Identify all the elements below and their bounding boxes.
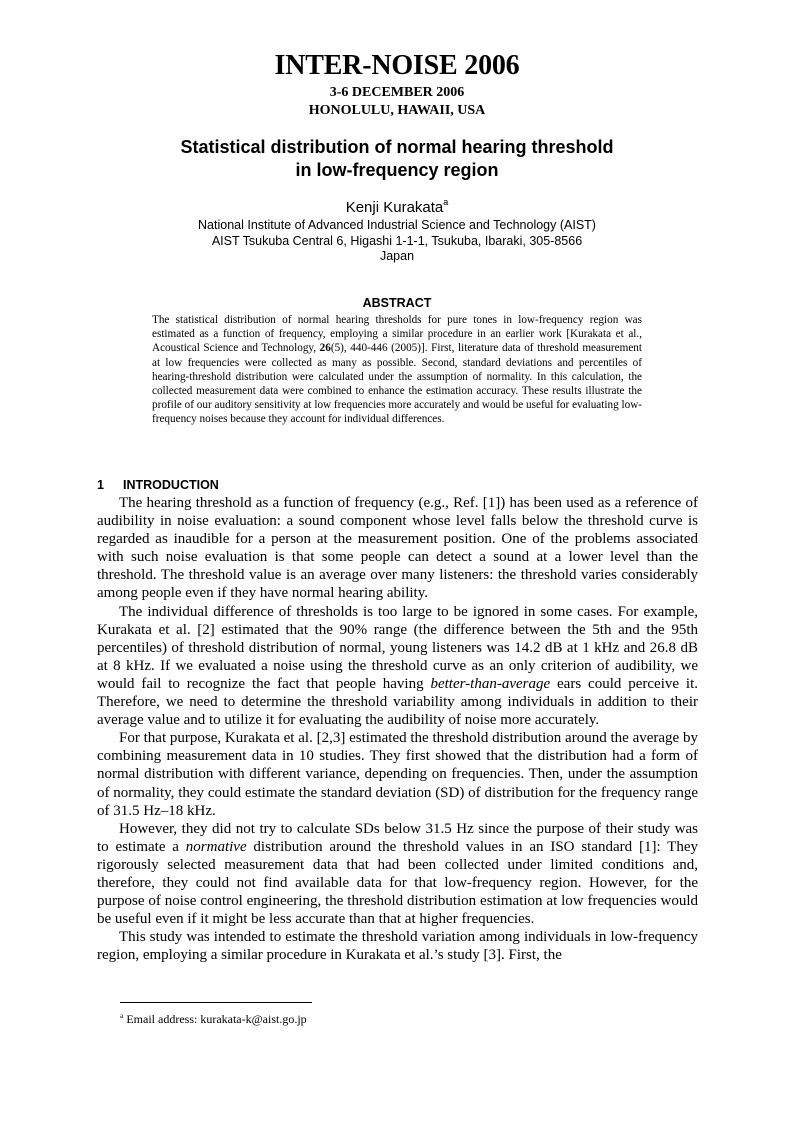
paragraph-2-part-1: The individual difference of thresholds is too large to be ignored in some cases. For example, Kurakata et al. [2] estimated that the 90% range (the difference between the 5th and the 95th percentiles) of threshold distribution of normal, young listeners was 14.2 dB at 1 kHz and 26.8 dB at 8 kHz. If we evaluated a noise using the threshold curve as an only criterion of audibility, we would fail to recognize the fact that people having: [97, 603, 698, 692]
abstract-text-part-1: The statistical distribution of normal hearing thresholds for pure tones in low-frequency region was estimated as a function of frequency, employing a similar procedure in an earlier work [Kurakata et al., Acoustical Science and Technology,: [152, 314, 642, 355]
paragraph-1: The hearing threshold as a function of frequency (e.g., Ref. [1]) has been used as a reference of audibility in noise evaluation: a sound component whose level falls below the threshold curve is regarded as inaudible for a person at the measurement position. One of the problems associated with such noise evaluation is that some people can detect a sound at a lower level than the threshold. The threshold value is an average over many listeners: the threshold varies considerably among people even if they have normal hearing ability.: [97, 495, 698, 602]
paragraph-4: [97, 820, 698, 929]
paper-title-line-1: Statistical distribution of normal hearing threshold: [180, 137, 614, 157]
conference-dates: 3-6 DECEMBER 2006: [329, 85, 465, 100]
introduction-body: [97, 494, 698, 964]
section-title: INTRODUCTION: [123, 478, 219, 492]
footnote: [120, 1012, 307, 1027]
emphasis-normative: normative: [185, 838, 247, 855]
footnote-rule: [120, 1002, 312, 1003]
paragraph-3: For that purpose, Kurakata et al. [2,3] estimated the threshold distribution around the average by combining measurement data in 10 studies. They first showed that the distribution had a form of normal distribution with different variance, depending on frequencies. Then, under the assumption of normality, they could estimate the standard deviation (SD) of distribution for the frequency range of 31.5 Hz–18 kHz.: [97, 730, 698, 819]
affiliation: [0, 218, 794, 265]
paper-title-line-2: in low-frequency region: [295, 160, 499, 180]
section-heading: [97, 478, 219, 492]
affiliation-line-2: AIST Tsukuba Central 6, Higashi 1-1-1, Tsukuba, Ibaraki, 305-8566: [211, 233, 583, 248]
paragraph-5: This study was intended to estimate the threshold variation among individuals in low-frequency region, employing a similar procedure in Kurakata et al.’s study [3]. First, the: [97, 929, 698, 964]
paragraph-2: [97, 603, 698, 730]
abstract-volume: 26: [319, 342, 331, 355]
abstract-text-part-2: (5), 440-446 (2005)]. First, literature data of threshold measurement at low frequencies were collected as many as possible. Second, standard deviations and percentiles of hearing-threshold distribution were calculated under the assumption of normality. In this calculation, the collected measurement data were combined to enhance the estimation accuracy. These results illustrate the profile of our auditory sensitivity at low frequencies more accurately and would be useful for evaluating low-frequency noises because they account for individual differences.: [152, 342, 642, 426]
conference-title: INTER-NOISE 2006: [274, 50, 520, 81]
footnote-mark: a: [120, 1011, 124, 1020]
paragraph-4-part-1: However, they did not try to calculate SDs below 31.5 Hz since the purpose of their study was to estimate a: [97, 820, 698, 855]
paragraph-4-part-2: distribution around the threshold values in an ISO standard [1]: They rigorously selected measurement data that had been collected under limited conditions and, therefore, they could not find available data for that low-frequency region. However, for the purpose of noise control engineering, the threshold distribution estimation at low frequencies would be useful even if it might be less accurate than that at higher frequencies.: [97, 838, 698, 928]
conference-location: HONOLULU, HAWAII, USA: [308, 103, 486, 118]
paper-title: [0, 136, 794, 182]
paragraph-2-part-2: ears could perceive it. Therefore, we need to determine the threshold variability among individuals in addition to their average value and to utilize it for evaluating the audibility of noise more accurately.: [97, 675, 698, 729]
author: [0, 199, 794, 216]
section-number: 1: [97, 478, 104, 492]
author-name: Kenji Kurakata: [345, 199, 444, 216]
abstract-text: [152, 313, 642, 427]
footnote-email: Email address: kurakata-k@aist.go.jp: [126, 1012, 307, 1026]
affiliation-line-1: National Institute of Advanced Industrial Science and Technology (AIST): [198, 218, 596, 232]
affiliation-line-3: Japan: [379, 249, 415, 263]
author-footnote-mark: a: [443, 197, 449, 207]
abstract-heading: ABSTRACT: [362, 296, 432, 310]
emphasis-better-than-average: better-than-average: [430, 675, 551, 692]
